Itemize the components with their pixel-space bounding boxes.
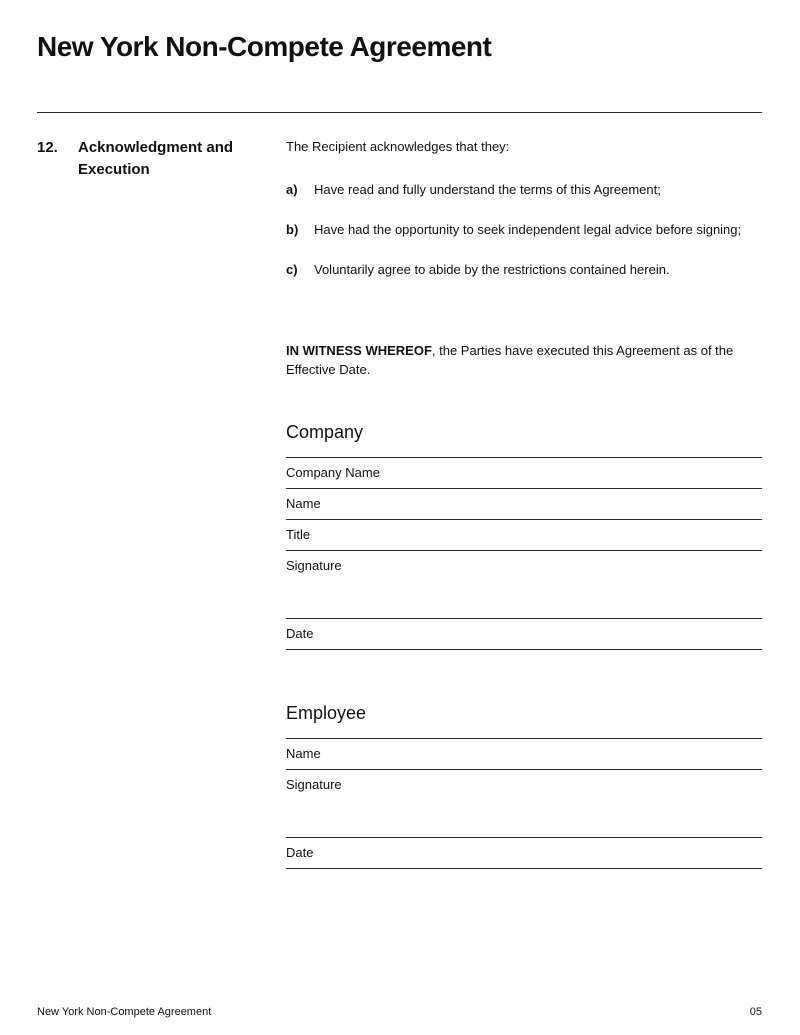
employee-signature-field[interactable] (286, 770, 762, 838)
company-signature-heading: Company (286, 422, 364, 442)
section-12 (37, 137, 762, 869)
company-signature-fields (286, 457, 762, 650)
field-label: Title (286, 527, 311, 542)
list-item-text: Have read and fully understand the terms of this Agreement; (314, 182, 661, 197)
employee-signature-fields (286, 738, 762, 869)
company-signature-block (286, 421, 762, 650)
company-signer-name-field[interactable] (286, 489, 762, 520)
section-label-column (37, 137, 286, 869)
witness-clause-bold: IN WITNESS WHEREOF (286, 343, 432, 358)
list-item-text: Have had the opportunity to seek independent legal advice before signing; (314, 222, 742, 237)
field-label: Name (286, 496, 321, 511)
header-divider (37, 112, 762, 113)
section-heading: Acknowledgment and Execution (78, 139, 234, 178)
employee-name-field[interactable] (286, 739, 762, 770)
page-title: New York Non-Compete Agreement (37, 31, 492, 62)
page-footer (37, 1005, 762, 1019)
witness-clause (286, 341, 746, 379)
list-item (286, 260, 762, 279)
field-label: Company Name (286, 465, 380, 480)
list-item (286, 180, 762, 199)
list-marker: b) (286, 222, 299, 237)
field-label: Date (286, 845, 314, 860)
field-label: Date (286, 626, 314, 641)
employee-signature-block (286, 702, 762, 869)
acknowledgment-list (286, 180, 762, 279)
acknowledgment-intro: The Recipient acknowledges that they: (286, 139, 510, 154)
footer-page-number: 05 (749, 1006, 762, 1018)
field-label: Signature (286, 777, 342, 792)
company-date-field[interactable] (286, 619, 762, 650)
employee-date-field[interactable] (286, 838, 762, 869)
list-item (286, 220, 762, 239)
footer-document-title: New York Non-Compete Agreement (37, 1006, 212, 1018)
section-body-column (286, 137, 762, 869)
company-signature-field[interactable] (286, 551, 762, 619)
witness-clause-rest: , the Parties have executed this Agreement as of the Effective Date. (286, 343, 734, 377)
field-label: Signature (286, 558, 342, 573)
section-number: 12. (37, 139, 58, 156)
company-name-field[interactable] (286, 458, 762, 489)
list-item-text: Voluntarily agree to abide by the restrictions contained herein. (314, 262, 670, 277)
field-label: Name (286, 746, 321, 761)
employee-signature-heading: Employee (286, 703, 367, 723)
company-title-field[interactable] (286, 520, 762, 551)
list-marker: c) (286, 262, 298, 277)
list-marker: a) (286, 182, 298, 197)
